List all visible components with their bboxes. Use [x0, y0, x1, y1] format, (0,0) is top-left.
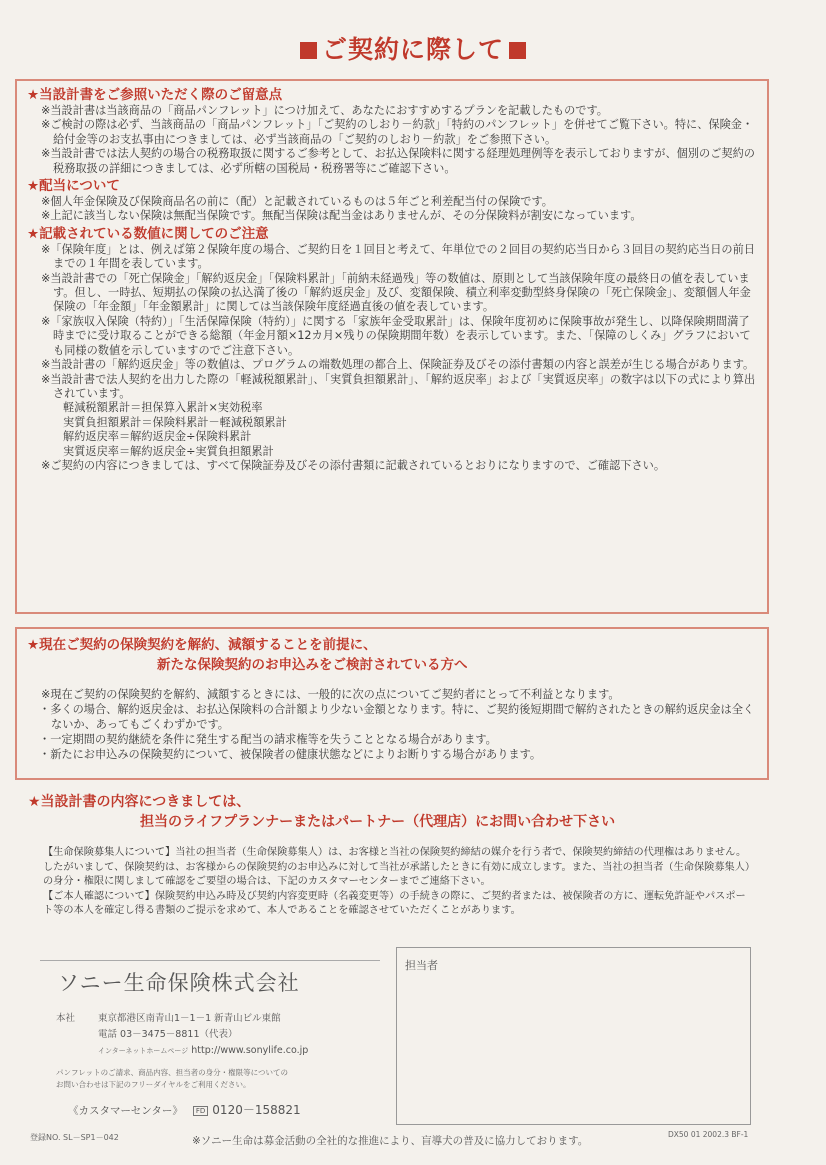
title-square-left [300, 42, 317, 59]
free-dial-icon: FD [193, 1106, 208, 1116]
web-row [40, 1043, 380, 1059]
hq-label: 本社 [56, 1013, 76, 1024]
legal-notice [43, 846, 755, 919]
note: ※個人年金保険及び保険商品名の前に（配）と記載されているものは５年ごと利差配当付の保険です。 [41, 195, 553, 209]
section3-heading: ★記載されている数値に関してのご注意 [27, 225, 269, 242]
list-item: ・一定期間の契約継続を条件に発生する配当の請求権等を失うこととなる場合があります。 [39, 733, 497, 746]
promo-line1: パンフレットのご請求、商品内容、担当者の身分・権限等についての [56, 1068, 288, 1077]
phone-label: 電話 [98, 1029, 118, 1040]
web-label: インターネットホームページ [98, 1047, 189, 1055]
inquiry-line1: ★当設計書の内容につきましては、 [28, 794, 251, 810]
formula: 解約返戻率＝解約返戻金÷保険料累計 [63, 430, 252, 444]
legal-label-agent: 【生命保険募集人について】 [43, 847, 176, 858]
note: ※当設計書での「死亡保険金」「解約返戻金」「保険料累計」「前納未経過残」等の数値は、原則として当該保険年度の最終日の値を表しています。但し、一時払、短期払の保険の払込満了後の「解約返戻金」及び、変額保険、積立利率変動型終身保険の「死亡保険金」、変額個人年金保険の「年金額」「年金額累計」に関しては当該保険年度経過直後の値を表しています。 [41, 271, 751, 314]
formula: 実質負担額累計＝保険料累計－軽減税額累計 [63, 415, 287, 429]
page-title [0, 30, 826, 66]
representative-box [396, 947, 751, 1125]
representative-label: 担当者 [405, 959, 438, 972]
inquiry-notice [20, 792, 800, 832]
note: ※当設計書では法人契約の場合の税務取扱に関するご参考として、お払込保険料に関する経理処理例等を表示しておりますが、個別のご契約の税務取扱の詳細につきましては、必ず所轄の国税局・税務署等にご確認下さい。 [41, 147, 755, 175]
warning-list [27, 702, 757, 762]
document-code: DX50 01 2002.3 BF-1 [668, 1130, 749, 1139]
cc-label: 《カスタマーセンター》 [68, 1105, 183, 1117]
formula: 実質返戻率＝解約返戻金÷実質負担額累計 [63, 444, 274, 458]
note: ※「保険年度」とは、例えば第２保険年度の場合、ご契約日を１回目と考えて、年単位での２回目の契約応当日から３回目の契約応当日の前日までの１年間を表しています。 [41, 242, 755, 271]
inquiry-line2: 担当のライフプランナーまたはパートナー（代理店）にお問い合わせ下さい [140, 814, 616, 830]
page-title-text: ご契約に際して [321, 35, 504, 64]
note: ※ご契約の内容につきましては、すべて保険証券及びその添付書類に記載されているとおりになりますので、ご確認下さい。 [41, 458, 666, 472]
cancellation-warning-box [15, 627, 769, 780]
list-item: ・新たにお申込みの保険契約について、被保険者の健康状態などによりお断りする場合があります。 [39, 748, 542, 761]
section1-heading: ★当設計書をご参照いただく際のご留意点 [27, 87, 283, 103]
company-name: ソニー生命保険株式会社 [58, 971, 300, 995]
registration-number: 登録NO. SL－SP1－042 [30, 1133, 119, 1142]
formula: 軽減税額累計＝担保算入累計×実効税率 [63, 401, 263, 415]
legal-label-identity: 【ご本人確認について】 [43, 890, 155, 902]
section4-heading-line1: ★現在ご契約の保険契約を解約、減額することを前提に、 [27, 637, 377, 653]
note: ※ご検討の際は必ず、当該商品の「商品パンフレット」「ご契約のしおり－約款」「特約のパンフレット」を併せてご覧下さい。特に、保険金・給付金等のお支払事由につきましては、必ず当該商品の「ご契約のしおり－約款」をご参照下さい。 [41, 118, 754, 146]
list-item: ・多くの場合、解約返戻金は、お払込保険料の合計額より少ない金額となります。特に、ご契約後短期間で解約されたときの解約返戻金は全くないか、あってもごくわずかです。 [39, 703, 755, 731]
cc-number: 0120－158821 [212, 1103, 301, 1117]
company-info [40, 960, 380, 1118]
hq-address: 東京都港区南青山1－1－1 新青山ビル東館 [98, 1013, 281, 1024]
note: ※「家族収入保険（特約）」「生活保障保険（特約）」に関する「家族年金受取累計」は、保険年度初めに保険事故が発生し、以降保険期間満了時までに受け取ることができる総額（年金月額×12カ月×残りの保険期間年数）を表示しています。また、「保障のしくみ」グラフにおいても同様の数値を示していますのでご注意下さい。 [41, 314, 751, 357]
notes-box [15, 79, 769, 614]
web-url: http://www.sonylife.co.jp [191, 1045, 309, 1056]
legal-text-identity: 保険契約申込み時及び契約内容変更時（名義変更等）の手続きの際に、ご契約者または、被保険者の方に、運転免許証やパスポート等の本人を確定し得る書類のご提示を求めて、本人であることを確認させていただくことがあります。 [43, 890, 746, 916]
footer-notice: ※ソニー生命は募金活動の全社的な推進により、盲導犬の普及に協力しております。 [192, 1135, 589, 1147]
note: ※当設計書の「解約返戻金」等の数値は、プログラムの端数処理の都合上、保険証券及びその添付書類の内容と誤差が生じる場合があります。 [41, 358, 755, 372]
title-square-right [509, 42, 526, 59]
phone-number: 03－3475－8811（代表） [120, 1029, 238, 1040]
section4-intro: ※現在ご契約の保険契約を解約、減額するときには、一般的に次の点についてご契約者にとって不利益となります。 [41, 688, 620, 701]
hq-address-row [40, 1011, 380, 1027]
note: ※上記に該当しない保険は無配当保険です。無配当保険は配当金はありませんが、その分保険料が割安になっています。 [41, 209, 642, 223]
customer-center [40, 1101, 380, 1118]
note: ※当設計書は当該商品の「商品パンフレット」につけ加えて、あなたにおすすめするプランを記載したものです。 [41, 104, 608, 117]
phone-row [40, 1027, 380, 1043]
promo-text [40, 1067, 380, 1091]
note: ※当設計書で法人契約を出力した際の「軽減税額累計」、「実質負担額累計」、「解約返戻率」および「実質返戻率」の数字は以下の式により算出されています。 [41, 372, 756, 400]
section2-heading: ★配当について [27, 178, 120, 195]
legal-text-agent: 当社の担当者（生命保険募集人）は、お客様と当社の保険契約締結の媒介を行う者で、保険契約締結の代理権はありません。したがいまして、保険契約は、お客様からの保険契約のお申込みに対して当社が承諾したときに有効に成立します。また、当社の担当者（生命保険募集人）の身分・権限に関しまして確認をご要望の場合は、下記のカスタマーセンターまでご連絡下さい。 [43, 847, 750, 887]
promo-line2: お問い合わせは下記のフリーダイヤルをご利用ください。 [56, 1080, 251, 1089]
section4-heading-line2: 新たな保険契約のお申込みをご検討されている方へ [157, 657, 468, 673]
divider [40, 960, 380, 961]
